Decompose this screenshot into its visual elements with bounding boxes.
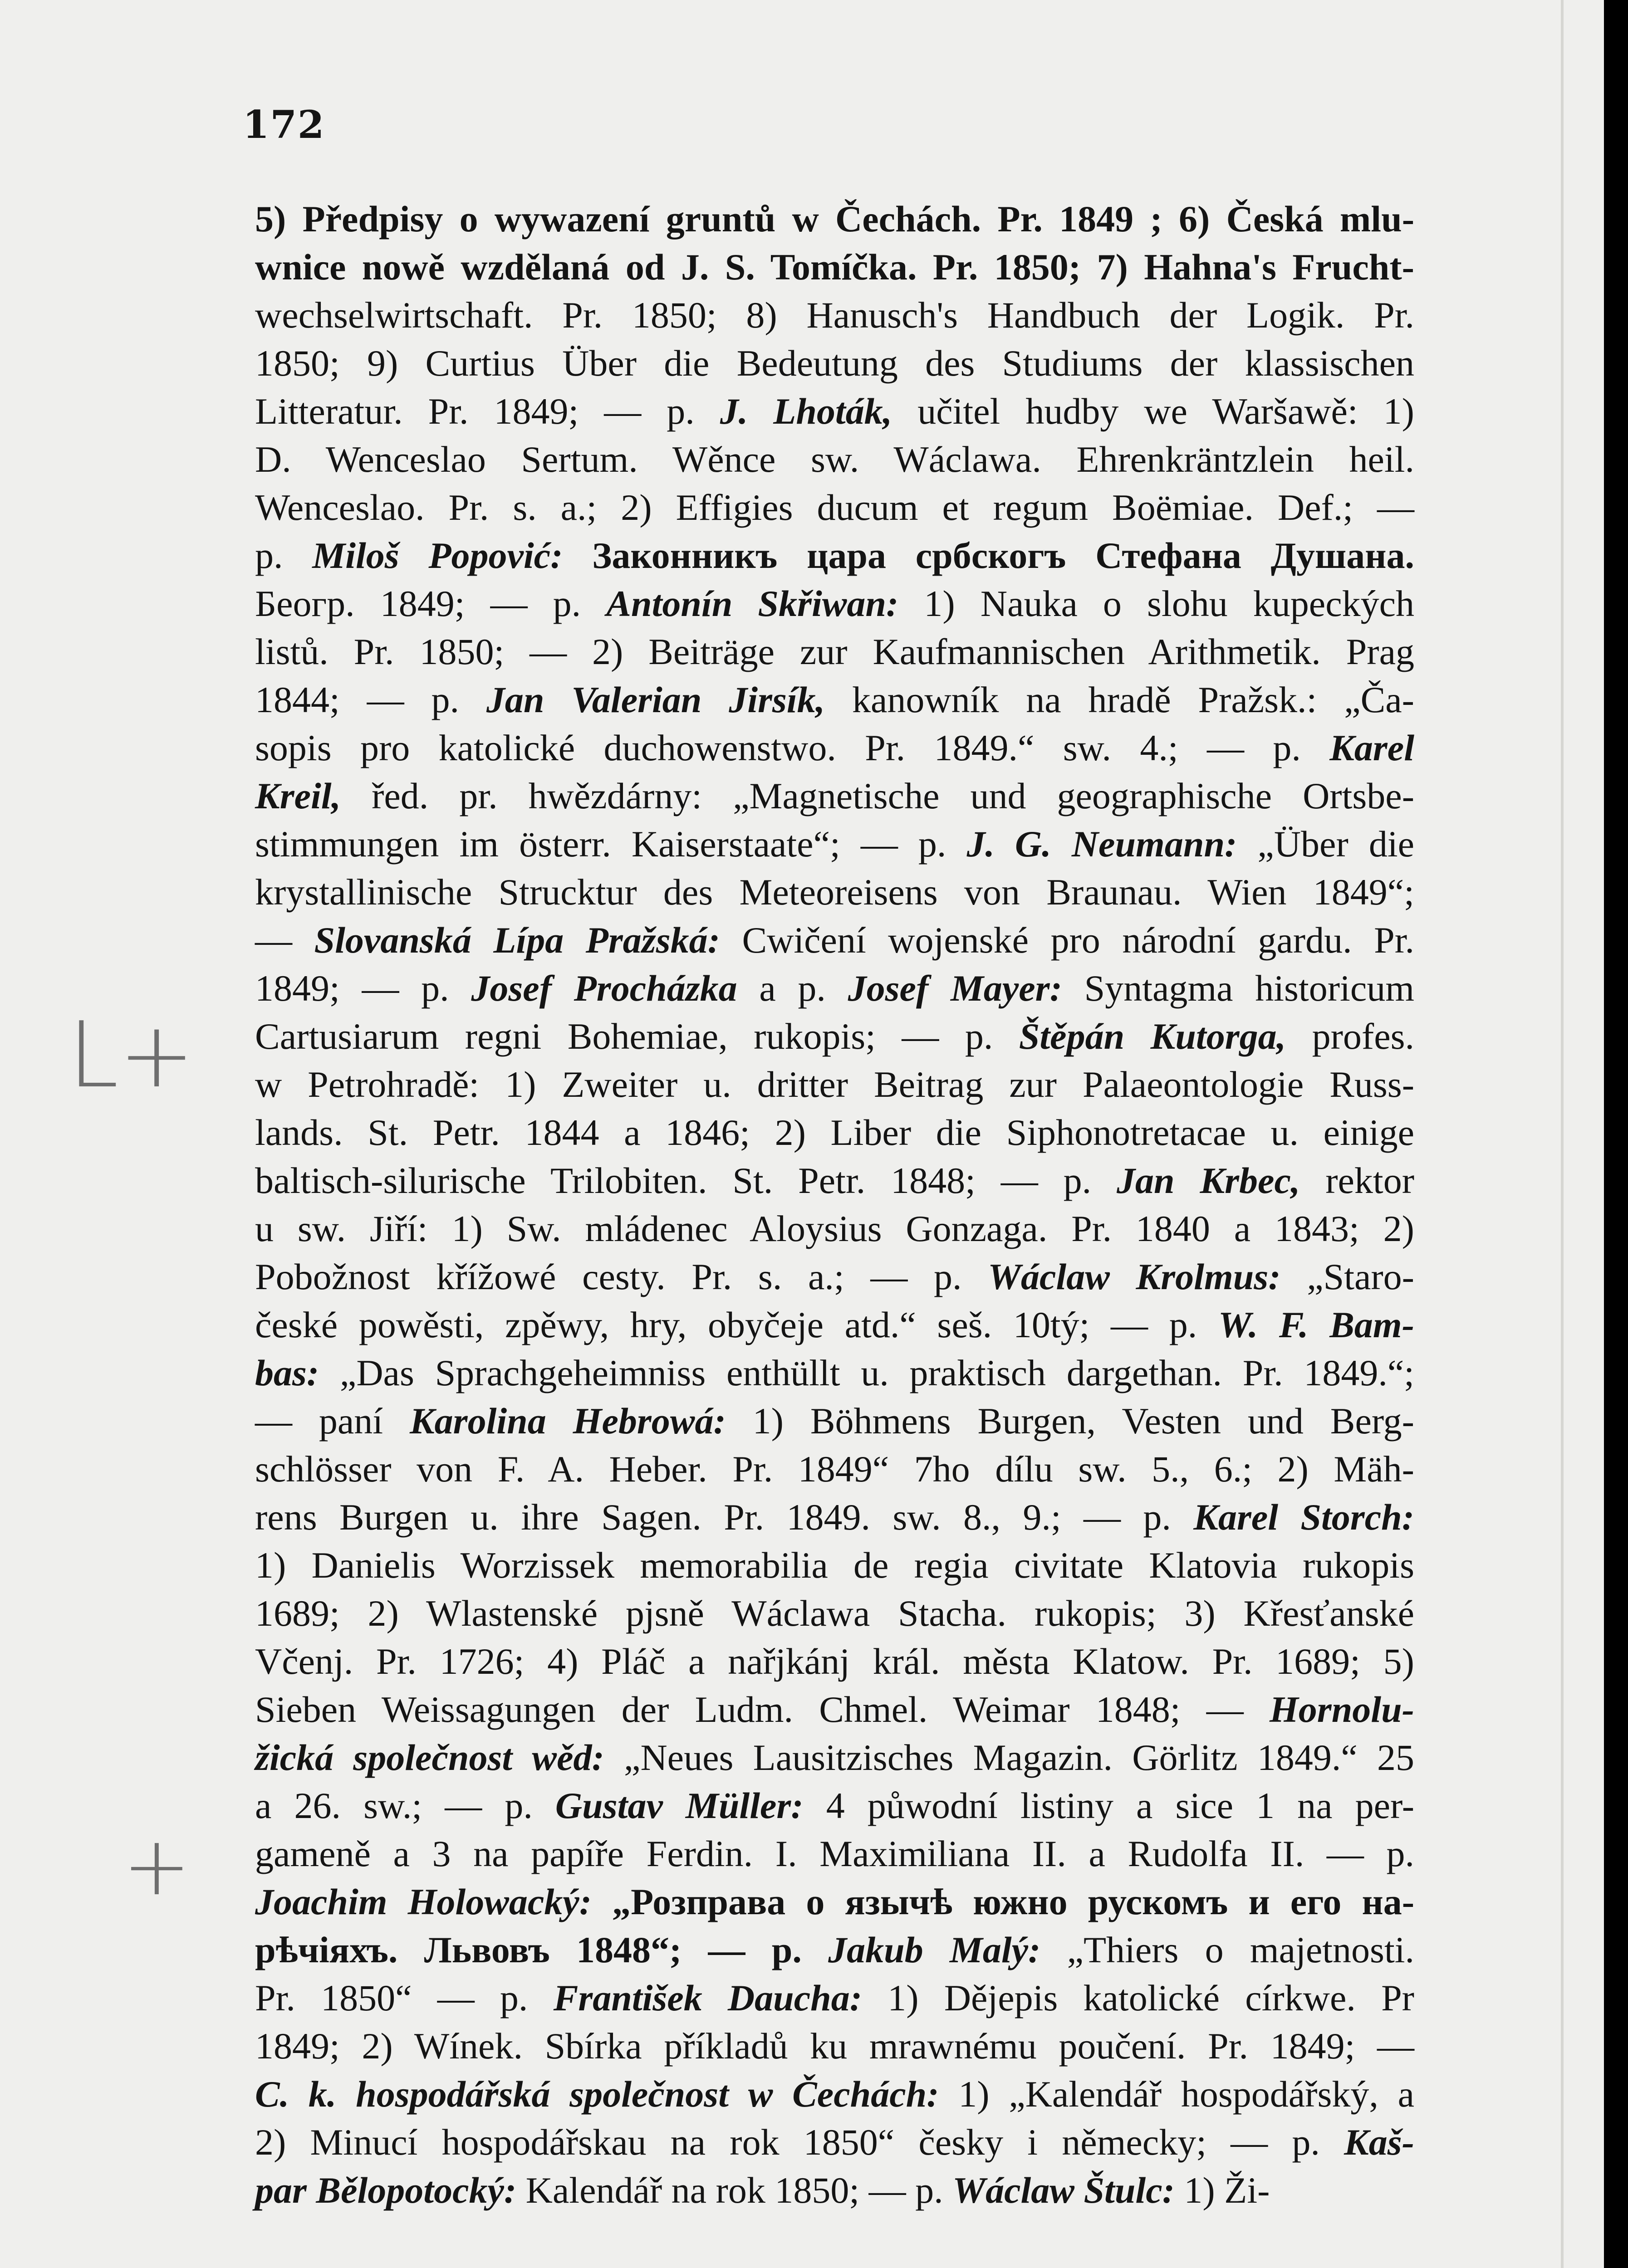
author-name: J. Lhoták,	[720, 391, 892, 432]
text-segment: schlösser von F. A. Heber. Pr. 1849“ 7ho dílu sw. 5., 6.; 2) Mäh-	[255, 1448, 1414, 1490]
text-segment: 4 půwodní listiny a sice 1 na per-	[803, 1785, 1415, 1826]
text-segment: profes.	[1286, 1016, 1414, 1057]
text-line	[255, 1830, 1414, 1878]
text-segment: gameně a 3 na papíře Ferdin. I. Maximiliana II. a Rudolfa II. — p.	[255, 1833, 1414, 1874]
author-name: Karel	[1329, 727, 1414, 768]
text-segment: lands. St. Petr. 1844 a 1846; 2) Liber die Siphonotretacae u. einige	[255, 1112, 1414, 1153]
text-line	[255, 1878, 1414, 1926]
text-segment: Беогр. 1849; — p.	[255, 583, 607, 624]
text-line	[255, 1061, 1414, 1109]
text-line	[255, 243, 1414, 291]
text-segment: listů. Pr. 1850; — 2) Beiträge zur Kaufmannischen Arithmetik. Prag	[255, 631, 1414, 672]
text-segment: wnice nowě wzdělaná od J. S. Tomíčka. Pr. 1850; 7) Hahna's Frucht-	[255, 246, 1414, 288]
text-line	[255, 628, 1414, 676]
text-line	[255, 435, 1414, 484]
text-segment: sopis pro katolické duchowenstwo. Pr. 1849.“ sw. 4.; — p.	[255, 727, 1330, 768]
text-line	[255, 484, 1414, 532]
text-segment: — paní	[255, 1400, 410, 1442]
text-segment: 5) Předpisy o wywazení gruntů w Čechách. Pr. 1849 ; 6) Česká mlu-	[255, 198, 1414, 240]
text-segment: Syntagma historicum	[1062, 968, 1414, 1009]
text-line	[255, 772, 1414, 820]
text-line	[255, 1926, 1414, 1974]
text-segment: u sw. Jiří: 1) Sw. mládenec Aloysius Gonzaga. Pr. 1840 a 1843; 2)	[255, 1208, 1414, 1249]
text-segment: baltisch-silurische Trilobiten. St. Petr. 1848; — p.	[255, 1160, 1117, 1201]
text-segment: Sieben Weissagungen der Ludm. Chmel. Weimar 1848; —	[255, 1689, 1270, 1730]
text-line	[255, 339, 1414, 387]
text-segment: učitel hudby we Waršawě: 1)	[892, 391, 1414, 432]
text-segment: „Neues Lausitzisches Magazin. Görlitz 1849.“ 25	[604, 1737, 1414, 1778]
author-name: Karolina Hebrowá:	[409, 1400, 726, 1442]
text-line	[255, 724, 1414, 772]
author-name: Miloš Popović:	[312, 535, 563, 576]
text-segment: rektor	[1300, 1160, 1414, 1201]
text-segment: Litteratur. Pr. 1849; — p.	[255, 391, 720, 432]
author-name: bas:	[255, 1352, 319, 1393]
text-line	[255, 1734, 1414, 1782]
text-line	[255, 1589, 1414, 1637]
text-line	[255, 676, 1414, 724]
text-line	[255, 964, 1414, 1012]
author-name: Josef Procházka	[471, 968, 737, 1009]
text-segment: kanowník na hradě Pražsk.: „Ča-	[825, 679, 1414, 720]
author-name: Kaš-	[1344, 2121, 1414, 2163]
text-segment: Cwičení wojenské pro národní gardu. Pr.	[720, 919, 1414, 961]
text-segment: Законникъ цара србскогъ Стефана Душана.	[563, 535, 1415, 576]
author-name: Joachim Holowacký:	[255, 1881, 592, 1922]
text-line	[255, 868, 1414, 916]
text-line	[255, 1782, 1414, 1830]
text-line	[255, 195, 1414, 243]
text-line	[255, 1157, 1414, 1205]
text-segment: „Staro-	[1280, 1256, 1414, 1297]
author-name: František Daucha:	[553, 1977, 863, 2019]
author-name: Karel Storch:	[1193, 1496, 1414, 1538]
text-segment: 1) Dějepis katolické církwe. Pr	[862, 1977, 1414, 2019]
text-segment: Wenceslao. Pr. s. a.; 2) Effigies ducum et regum Boëmiae. Def.; —	[255, 487, 1414, 528]
author-name: J. G. Neumann:	[966, 823, 1237, 865]
text-segment: 1844; — p.	[255, 679, 486, 720]
author-name: Gustav Müller:	[555, 1785, 804, 1826]
text-segment: „Über die	[1237, 823, 1414, 865]
author-name: Antonín Skřiwan:	[606, 583, 899, 624]
text-segment: a p.	[737, 968, 848, 1009]
text-segment: krystallinische Strucktur des Meteoreisens von Braunau. Wien 1849“;	[255, 871, 1414, 913]
text-segment: wechselwirtschaft. Pr. 1850; 8) Hanusch's Handbuch der Logik. Pr.	[255, 294, 1414, 336]
author-name: Josef Mayer:	[848, 968, 1062, 1009]
text-line	[255, 1686, 1414, 1734]
text-line	[255, 2118, 1414, 2166]
text-segment: české powěsti, zpěwy, hry, obyčeje atd.“ seš. 10tý; — p.	[255, 1304, 1218, 1345]
text-segment: 1849; 2) Wínek. Sbírka příkladů ku mrawnému poučení. Pr. 1849; —	[255, 2025, 1414, 2067]
text-segment: Včenj. Pr. 1726; 4) Pláč a nařjkánj král. města Klatow. Pr. 1689; 5)	[255, 1641, 1414, 1682]
author-name: Wáclaw Štulc:	[952, 2170, 1175, 2211]
text-line	[255, 916, 1414, 964]
text-segment: Pr. 1850“ — p.	[255, 1977, 554, 2019]
text-line	[255, 1397, 1414, 1445]
text-line	[255, 1109, 1414, 1157]
text-line	[255, 2070, 1414, 2118]
author-name: Jan Valerian Jirsík,	[486, 679, 825, 720]
text-segment: w Petrohradě: 1) Zweiter u. dritter Beitrag zur Palaeontologie Russ-	[255, 1064, 1414, 1105]
text-segment: —	[255, 919, 314, 961]
page-edge-shadow	[1561, 0, 1564, 2268]
text-segment: Pobožnost křížowé cesty. Pr. s. a.; — p.	[255, 1256, 988, 1297]
text-line	[255, 2166, 1414, 2214]
text-line	[255, 1493, 1414, 1541]
text-segment: Cartusiarum regni Bohemiae, rukopis; — p.	[255, 1016, 1019, 1057]
margin-mark-lx: L+	[68, 1002, 195, 1108]
text-line	[255, 1637, 1414, 1686]
page-number: 172	[243, 102, 325, 147]
margin-mark-cross: +	[123, 1819, 191, 1914]
text-segment: 1) Böhmens Burgen, Vesten und Berg-	[726, 1400, 1414, 1442]
text-line	[255, 580, 1414, 628]
text-segment: 1849; — p.	[255, 968, 471, 1009]
author-name: Wáclaw Krolmus:	[988, 1256, 1281, 1297]
text-line	[255, 532, 1414, 580]
text-segment: 1) Danielis Worzissek memorabilia de regia civitate Klatovia rukopis	[255, 1545, 1414, 1586]
scan-border	[1604, 0, 1628, 2268]
text-segment: a 26. sw.; — p.	[255, 1785, 555, 1826]
author-name: C. k. hospodářská společnost w Čechách:	[255, 2073, 939, 2115]
text-line	[255, 1349, 1414, 1397]
text-line	[255, 1205, 1414, 1253]
text-segment: řed. pr. hwězdárny: „Magnetische und geographische Ortsbe-	[341, 775, 1414, 816]
text-line	[255, 1012, 1414, 1061]
author-name: Slovanská Lípa Pražská:	[314, 919, 720, 961]
text-segment: D. Wenceslao Sertum. Wěnce sw. Wáclawa. Ehrenkräntzlein heil.	[255, 439, 1414, 480]
text-segment: „Das Sprachgeheimniss enthüllt u. praktisch dargethan. Pr. 1849.“;	[319, 1352, 1414, 1393]
text-line	[255, 820, 1414, 868]
text-segment: stimmungen im österr. Kaiserstaate“; — p.	[255, 823, 967, 865]
text-segment: „Thiers o majetnosti.	[1040, 1929, 1415, 1970]
author-name: W. F. Bam-	[1218, 1304, 1414, 1345]
text-line	[255, 1301, 1414, 1349]
text-line	[255, 1445, 1414, 1493]
text-segment: p.	[255, 535, 313, 576]
text-line	[255, 387, 1414, 435]
author-name: Jan Krbec,	[1116, 1160, 1300, 1201]
text-segment: Kalendář na rok 1850; — p.	[516, 2170, 953, 2211]
text-segment: рѣчіяхъ. Львовъ 1848“; — p.	[255, 1929, 829, 1970]
author-name: Jakub Malý:	[828, 1929, 1041, 1970]
author-name: žická společnost wěd:	[255, 1737, 604, 1778]
author-name: Kreil,	[255, 775, 341, 816]
text-line	[255, 1974, 1414, 2022]
text-segment: 1689; 2) Wlastenské pjsně Wáclawa Stacha. rukopis; 3) Křesťanské	[255, 1593, 1414, 1634]
text-segment: 1) Ži-	[1174, 2170, 1270, 2211]
author-name: par Bělopotocký:	[255, 2170, 517, 2211]
text-line	[255, 291, 1414, 339]
author-name: Štěpán Kutorga,	[1019, 1016, 1286, 1057]
text-line	[255, 1253, 1414, 1301]
text-segment: 2) Minucí hospodářskau na rok 1850“ česky i německy; — p.	[255, 2121, 1344, 2163]
text-line	[255, 2022, 1414, 2070]
body-text	[255, 195, 1414, 2214]
text-segment: 1850; 9) Curtius Über die Bedeutung des Studiums der klassischen	[255, 342, 1414, 384]
author-name: Hornolu-	[1270, 1689, 1414, 1730]
text-segment: 1) „Kalendář hospodářský, a	[939, 2073, 1414, 2115]
text-segment: „Розправа о язычѣ южно рускомъ и его на-	[592, 1881, 1415, 1922]
text-segment: rens Burgen u. ihre Sagen. Pr. 1849. sw. 8., 9.; — p.	[255, 1496, 1194, 1538]
text-segment: 1) Nauka o slohu kupeckých	[898, 583, 1414, 624]
text-line	[255, 1541, 1414, 1589]
